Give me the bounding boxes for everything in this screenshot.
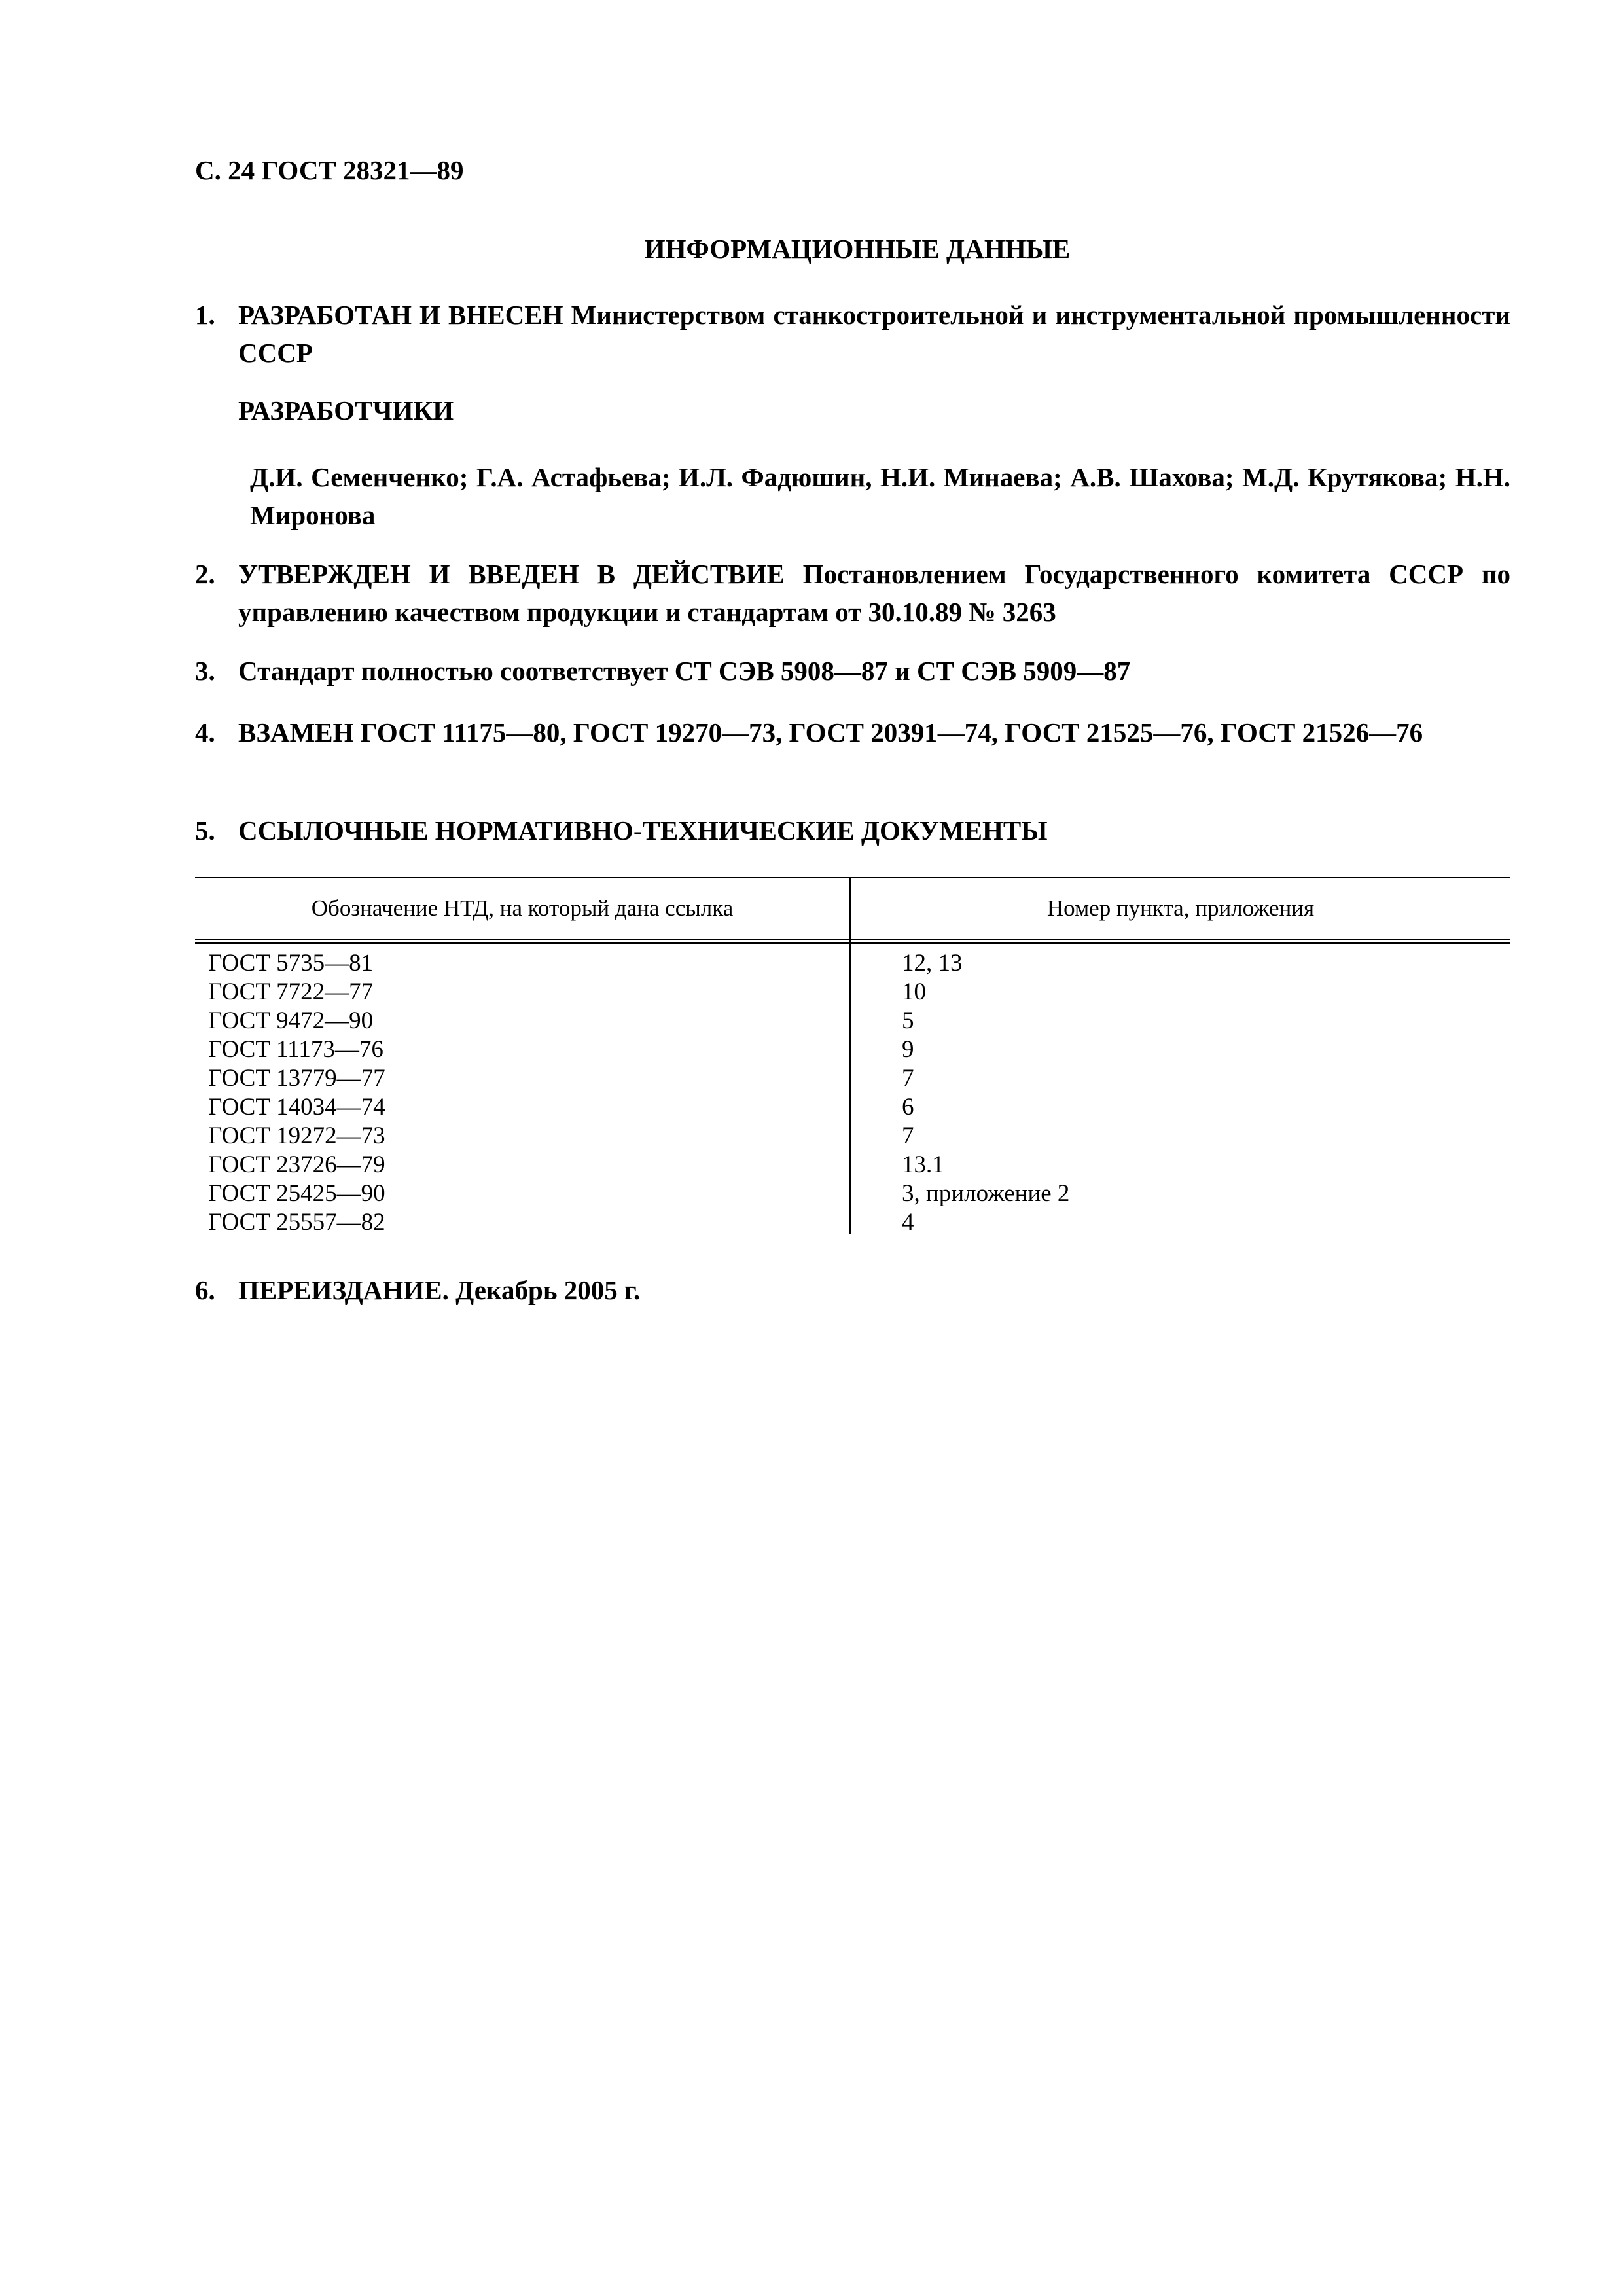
table-header-clause: Номер пункта, приложения <box>1046 895 1315 921</box>
page-header: С. 24 ГОСТ 28321—89 <box>195 155 464 185</box>
item-text: Министерством станкостроительной и инструментальной промышленности СССР <box>238 300 1511 368</box>
table-cell-clause: 9 <box>902 1036 914 1063</box>
table-cell-clause: 6 <box>902 1094 914 1121</box>
table-cell-designation: ГОСТ 19272—73 <box>208 1122 385 1149</box>
table-header-rule <box>195 939 1510 940</box>
item-body <box>238 296 1510 372</box>
item-number: 6. <box>195 1275 215 1305</box>
table-cell-clause: 10 <box>902 978 926 1005</box>
table-cell-designation: ГОСТ 5735—81 <box>208 950 374 977</box>
item-body <box>238 555 1510 631</box>
table-cell-clause: 7 <box>902 1122 914 1149</box>
item-number: 3. <box>195 656 215 686</box>
item-number: 2. <box>195 559 215 589</box>
item-body <box>238 812 1510 850</box>
table-header-rule <box>195 942 1510 944</box>
page-title: ИНФОРМАЦИОННЫЕ ДАННЫЕ <box>644 234 1071 264</box>
table-cell-designation: ГОСТ 23726—79 <box>208 1151 385 1178</box>
table-row <box>195 1179 1510 1208</box>
table-cell-designation: ГОСТ 11173—76 <box>208 1036 383 1063</box>
item-lead: УТВЕРЖДЕН И ВВЕДЕН В ДЕЙСТВИЕ <box>238 559 785 589</box>
table-row <box>195 949 1510 978</box>
item-text: ССЫЛОЧНЫЕ НОРМАТИВНО-ТЕХНИЧЕСКИЕ ДОКУМЕНТЫ <box>238 816 1048 846</box>
table-cell-designation: ГОСТ 13779—77 <box>208 1065 385 1092</box>
table-cell-clause: 13.1 <box>902 1151 944 1178</box>
table-cell-clause: 12, 13 <box>902 950 963 977</box>
item-number: 4. <box>195 717 215 747</box>
table-row <box>195 978 1510 1007</box>
table-header-designation: Обозначение НТД, на который дана ссылка <box>311 895 734 921</box>
item-lead: РАЗРАБОТАН И ВНЕСЕН <box>238 300 563 330</box>
item-number: 5. <box>195 816 215 846</box>
item-body <box>238 652 1510 690</box>
table-row <box>195 1007 1510 1035</box>
item-2 <box>195 555 1510 631</box>
item-1 <box>195 296 1510 372</box>
table-row <box>195 1035 1510 1064</box>
item-text: Стандарт полностью соответствует СТ СЭВ 5908—87 и СТ СЭВ 5909—87 <box>238 656 1131 686</box>
item-number: 1. <box>195 300 215 330</box>
table-cell-clause: 5 <box>902 1007 914 1034</box>
table-row <box>195 1064 1510 1093</box>
table-top-rule <box>195 877 1510 878</box>
developers-heading: РАЗРАБОТЧИКИ <box>238 395 454 425</box>
table-cell-designation: ГОСТ 14034—74 <box>208 1094 385 1121</box>
table-cell-designation: ГОСТ 25425—90 <box>208 1180 385 1207</box>
table-cell-clause: 4 <box>902 1209 914 1236</box>
item-text: ПЕРЕИЗДАНИЕ. Декабрь 2005 г. <box>238 1275 641 1305</box>
table-cell-clause: 3, приложение 2 <box>902 1180 1070 1207</box>
item-3 <box>195 652 1510 690</box>
item-5 <box>195 812 1510 850</box>
item-body <box>238 713 1510 751</box>
table-cell-designation: ГОСТ 25557—82 <box>208 1209 385 1236</box>
table-row <box>195 1122 1510 1151</box>
item-4 <box>195 713 1510 751</box>
developers-list: Д.И. Семенченко; Г.А. Астафьева; И.Л. Фадюшин, Н.И. Минаева; А.В. Шахова; М.Д. Крутякова; Н.Н. Миронова <box>250 462 1510 530</box>
item-text: Постановлением Государственного комитета СССР по управлению качеством продукции и стандартам от 30.10.89 № 3263 <box>238 559 1511 627</box>
table-row <box>195 1208 1510 1237</box>
table-row <box>195 1093 1510 1122</box>
table-cell-designation: ГОСТ 9472—90 <box>208 1007 374 1034</box>
item-6 <box>195 1271 1510 1309</box>
reference-table <box>195 877 1510 1234</box>
item-text: ВЗАМЕН ГОСТ 11175—80, ГОСТ 19270—73, ГОСТ 20391—74, ГОСТ 21525—76, ГОСТ 21526—76 <box>238 717 1423 747</box>
table-cell-designation: ГОСТ 7722—77 <box>208 978 374 1005</box>
table-cell-clause: 7 <box>902 1065 914 1092</box>
item-body <box>238 1271 1510 1309</box>
table-row <box>195 1151 1510 1179</box>
table-body <box>195 949 1510 1237</box>
